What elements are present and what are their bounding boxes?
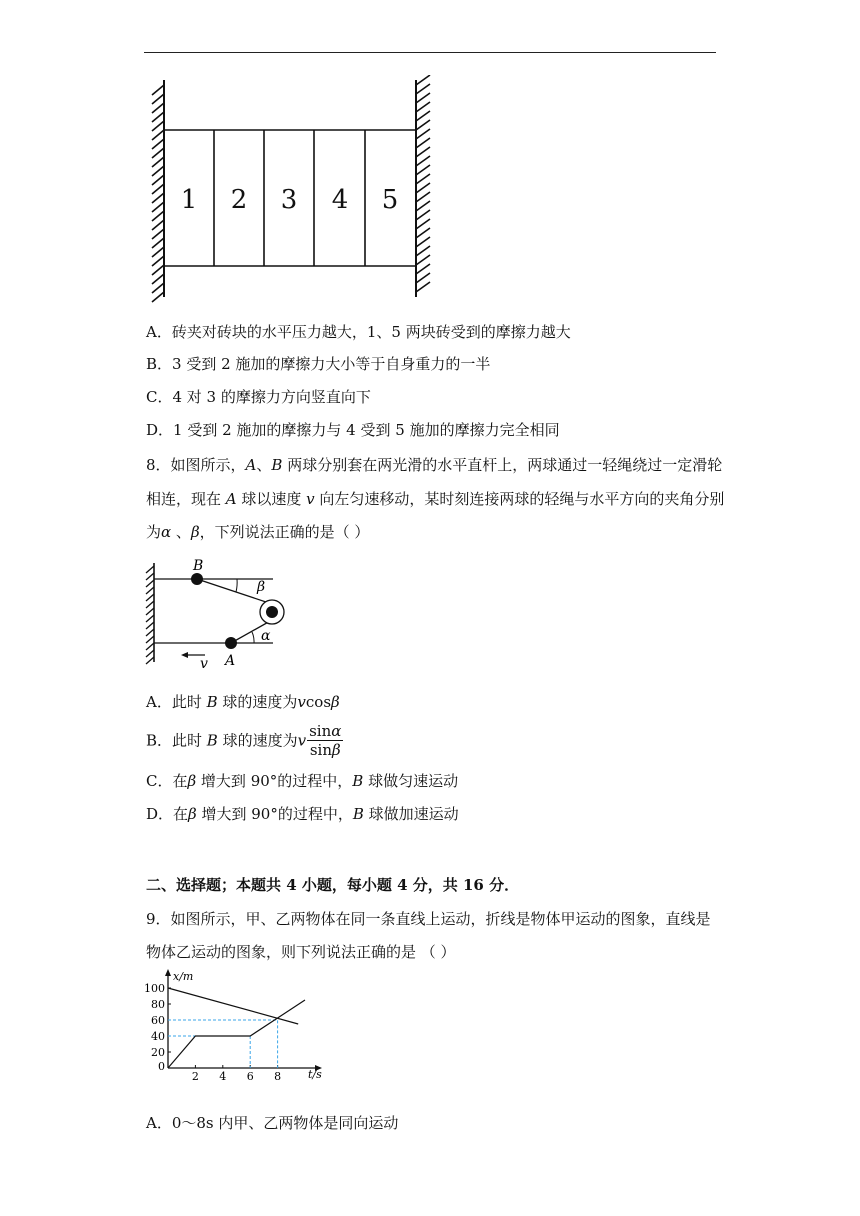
y-tick-label: 80: [151, 998, 165, 1011]
q7-option-a: A．砖夹对砖块的水平压力越大，1、5 两块砖受到的摩擦力越大: [146, 323, 571, 341]
q7-option-b: B．3 受到 2 施加的摩擦力大小等于自身重力的一半: [146, 355, 491, 373]
hatch-mark: [152, 139, 164, 149]
y-axis-label: x/m: [173, 970, 194, 983]
hatch-mark: [152, 184, 164, 194]
svg-text:β: β: [257, 579, 266, 595]
hatch-mark: [416, 138, 430, 148]
hatch-mark: [416, 201, 430, 211]
hatch-mark: [146, 601, 154, 608]
dash-guide-60-t8: [168, 1020, 278, 1068]
svg-text:α: α: [261, 628, 271, 644]
series-jia-line: [168, 1000, 305, 1068]
hatch-mark: [146, 608, 154, 615]
hatch-mark: [152, 121, 164, 131]
hatch-mark: [416, 174, 430, 184]
y-tick-label: 100: [144, 982, 165, 995]
q8-stem-line3: 为α 、β，下列说法正确的是（ ）: [146, 523, 370, 541]
hatch-mark: [416, 255, 430, 265]
hatch-mark: [152, 112, 164, 122]
hatch-mark: [416, 273, 430, 283]
hatch-mark: [416, 120, 430, 130]
hatch-mark: [152, 166, 164, 176]
x-tick-label: 6: [246, 1070, 254, 1080]
arrow-left-icon: [181, 652, 188, 658]
pulley-figure: [140, 558, 310, 673]
header-rule: [144, 52, 716, 53]
y-tick-label: 40: [151, 1030, 165, 1043]
hatch-mark: [152, 274, 164, 284]
hatch-mark: [152, 157, 164, 167]
q7-option-d: D．1 受到 2 施加的摩擦力与 4 受到 5 施加的摩擦力完全相同: [146, 421, 560, 439]
hatch-mark: [416, 129, 430, 139]
hatch-mark: [416, 183, 430, 193]
x-tick-label: 4: [219, 1070, 227, 1080]
hatch-mark: [146, 573, 154, 580]
hatch-mark: [152, 202, 164, 212]
svg-text:v: v: [200, 656, 208, 672]
q9-stem-line2: 物体乙运动的图象，则下列说法正确的是 （ ）: [146, 943, 456, 961]
brick-2-label: 2: [230, 185, 248, 215]
brick-3-label: 3: [280, 185, 298, 215]
hatch-mark: [146, 643, 154, 650]
hatch-mark: [416, 228, 430, 238]
hatch-mark: [416, 111, 430, 121]
hatch-mark: [146, 587, 154, 594]
hatch-mark: [152, 103, 164, 113]
hatch-mark: [146, 650, 154, 657]
hatch-mark: [152, 256, 164, 266]
hatch-mark: [152, 283, 164, 293]
ball-a: [225, 637, 237, 649]
hatch-mark: [146, 636, 154, 643]
hatch-mark: [152, 292, 164, 302]
hatch-mark: [146, 566, 154, 573]
brick-4-label: 4: [331, 185, 349, 215]
svg-text:B: B: [193, 558, 204, 574]
hatch-mark: [152, 211, 164, 221]
brick-clamp-figure: [140, 75, 440, 305]
hatch-mark: [416, 156, 430, 166]
q8-stem-line1: 8．如图所示，A、B 两球分别套在两光滑的水平直杆上，两球通过一轻绳绕过一定滑轮: [146, 456, 723, 474]
ball-b: [191, 573, 203, 585]
hatch-mark: [416, 84, 430, 94]
velocity-fraction: $\frac{\sin\alpha}{\sin\beta}$: [309, 722, 342, 759]
q7-option-c: C．4 对 3 的摩擦力方向竖直向下: [146, 388, 371, 406]
x-axis-label: t/s: [308, 1068, 322, 1080]
hatch-mark: [152, 247, 164, 257]
hatch-mark: [146, 594, 154, 601]
y-axis-arrow-icon: [165, 969, 171, 976]
series-yi-line: [168, 988, 298, 1024]
hatch-mark: [152, 94, 164, 104]
q9-option-a: A．0～8s 内甲、乙两物体是同向运动: [146, 1114, 399, 1132]
hatch-mark: [152, 130, 164, 140]
q8-option-a: A．此时 B 球的速度为vcosβ: [146, 693, 340, 711]
hatch-mark: [416, 93, 430, 103]
hatch-mark: [416, 192, 430, 202]
hatch-mark: [416, 219, 430, 229]
origin-label: 0: [158, 1060, 165, 1073]
hatch-mark: [146, 622, 154, 629]
brick-1-label: 1: [180, 185, 198, 215]
y-tick-label: 20: [151, 1046, 165, 1059]
hatch-mark: [152, 238, 164, 248]
hatch-mark: [152, 229, 164, 239]
hatch-mark: [146, 657, 154, 664]
hatch-mark: [416, 102, 430, 112]
svg-text:A: A: [225, 653, 236, 669]
hatch-mark: [152, 265, 164, 275]
hatch-mark: [152, 193, 164, 203]
hatch-mark: [416, 210, 430, 220]
hatch-mark: [416, 237, 430, 247]
q8-option-d: D．在β 增大到 90°的过程中，B 球做加速运动: [146, 805, 459, 823]
x-tick-label: 2: [191, 1070, 199, 1080]
q8-option-b: B．此时 B 球的速度为v $\frac{\sin\alpha}{\sin\beta}$: [146, 722, 342, 759]
hatch-mark: [416, 165, 430, 175]
hatch-mark: [146, 615, 154, 622]
x-tick-label: 8: [274, 1070, 282, 1080]
hatch-mark: [146, 580, 154, 587]
hatch-mark: [146, 629, 154, 636]
section-2-heading: 二、选择题；本题共 4 小题，每小题 4 分，共 16 分．: [146, 876, 520, 894]
q8-option-c: C．在β 增大到 90°的过程中，B 球做匀速运动: [146, 772, 459, 790]
y-tick-label: 60: [151, 1014, 165, 1027]
q9-stem-line1: 9．如图所示，甲、乙两物体在同一条直线上运动，折线是物体甲运动的图象，直线是: [146, 910, 711, 928]
brick-5-label: 5: [381, 185, 399, 215]
hatch-mark: [416, 282, 430, 292]
hatch-mark: [416, 75, 430, 85]
hatch-mark: [152, 148, 164, 158]
hatch-mark: [416, 246, 430, 256]
hatch-mark: [152, 175, 164, 185]
hatch-mark: [416, 264, 430, 274]
xt-graph: [140, 968, 330, 1080]
hatch-mark: [152, 220, 164, 230]
hatch-mark: [152, 85, 164, 95]
hatch-mark: [416, 147, 430, 157]
q8-stem-line2: 相连，现在 A 球以速度 v 向左匀速移动，某时刻连接两球的轻绳与水平方向的夹角分别: [146, 490, 725, 508]
